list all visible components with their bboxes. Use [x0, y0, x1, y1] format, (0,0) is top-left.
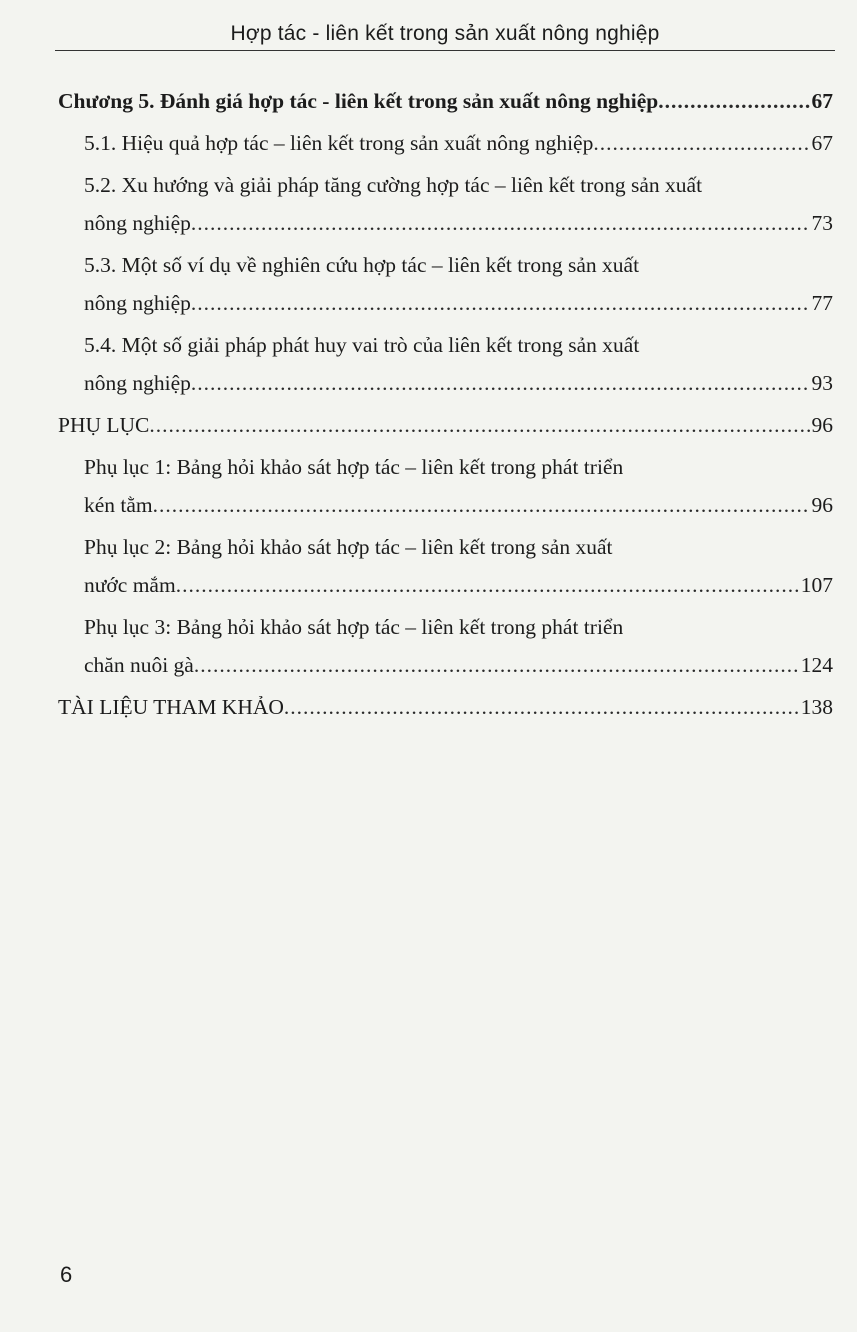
toc-entry-title: TÀI LIỆU THAM KHẢO [58, 695, 284, 719]
toc-entry-title-line2: nông nghiệp [84, 211, 191, 235]
toc-entry-page: 73 [811, 211, 833, 235]
toc-entry-5-4[interactable] [84, 326, 833, 402]
toc-entry-title-line2: nước mắm [84, 573, 176, 597]
toc-entry-title-line2: nông nghiệp [84, 291, 191, 315]
dot-leader [593, 124, 809, 162]
dot-leader [194, 646, 799, 684]
toc-entry-page: 77 [811, 291, 833, 315]
toc-entry-references[interactable] [58, 688, 833, 726]
toc-entry-page: 96 [811, 493, 833, 517]
toc-entry-page: 124 [800, 653, 833, 677]
dot-leader [191, 364, 810, 402]
dot-leader [176, 566, 799, 604]
toc-entry-page: 96 [811, 413, 833, 437]
toc-entry-page: 138 [800, 695, 833, 719]
dot-leader [191, 204, 810, 242]
toc-entry-title-line2: chăn nuôi gà [84, 653, 194, 677]
dot-leader [149, 406, 809, 444]
toc-entry-title-line2: kén tằm [84, 493, 153, 517]
toc-entry-appendix-1[interactable] [84, 448, 833, 524]
toc-entry-title-line1: Phụ lục 2: Bảng hỏi khảo sát hợp tác – liên kết trong sản xuất [84, 535, 613, 559]
dot-leader [191, 284, 810, 322]
toc-entry-5-2[interactable] [84, 166, 833, 242]
toc-entry-appendix[interactable] [58, 406, 833, 444]
toc-entry-page: 67 [811, 131, 833, 155]
toc-entry-page: 67 [811, 89, 833, 113]
toc-entry-appendix-2[interactable] [84, 528, 833, 604]
toc-entry-title: Chương 5. Đánh giá hợp tác - liên kết trong sản xuất nông nghiệp [58, 89, 659, 113]
toc-entry-title: 5.1. Hiệu quả hợp tác – liên kết trong sản xuất nông nghiệp [84, 131, 594, 155]
toc-entry-title: PHỤ LỤC [58, 413, 150, 437]
dot-leader [284, 688, 799, 726]
toc-entry-page: 93 [811, 371, 833, 395]
toc-entry-5-1[interactable] [84, 124, 833, 162]
table-of-contents [58, 82, 833, 726]
dot-leader [658, 82, 809, 120]
toc-entry-title-line2: nông nghiệp [84, 371, 191, 395]
toc-entry-title-line1: Phụ lục 3: Bảng hỏi khảo sát hợp tác – liên kết trong phát triển [84, 615, 624, 639]
dot-leader [153, 486, 810, 524]
running-header: Hợp tác - liên kết trong sản xuất nông nghiệp [230, 22, 660, 45]
toc-entry-chapter-5[interactable] [58, 82, 833, 120]
toc-entry-appendix-3[interactable] [84, 608, 833, 684]
toc-entry-title-line1: 5.2. Xu hướng và giải pháp tăng cường hợp tác – liên kết trong sản xuất [84, 173, 703, 197]
toc-entry-title-line1: 5.4. Một số giải pháp phát huy vai trò của liên kết trong sản xuất [84, 333, 640, 357]
toc-entry-title-line1: Phụ lục 1: Bảng hỏi khảo sát hợp tác – liên kết trong phát triển [84, 455, 624, 479]
toc-entry-title-line1: 5.3. Một số ví dụ về nghiên cứu hợp tác – liên kết trong sản xuất [84, 253, 640, 277]
toc-entry-5-3[interactable] [84, 246, 833, 322]
page-number: 6 [60, 1262, 73, 1287]
header-rule [55, 50, 835, 51]
toc-entry-page: 107 [800, 573, 833, 597]
